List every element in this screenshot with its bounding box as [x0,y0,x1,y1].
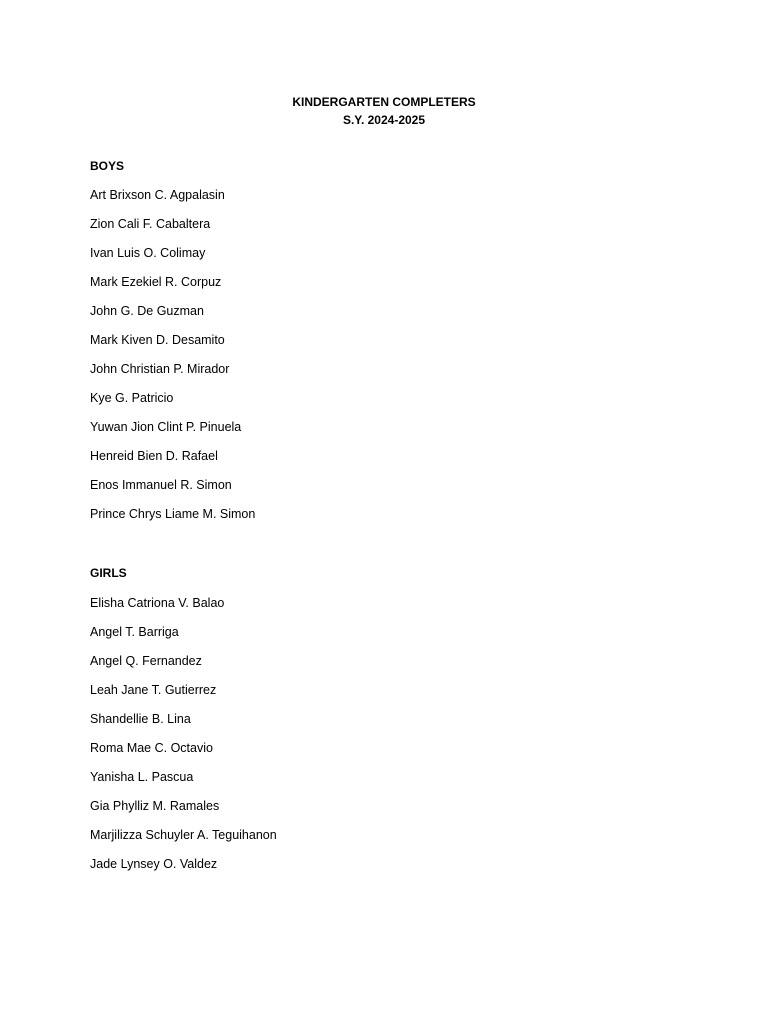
list-item: Prince Chrys Liame M. Simon [90,507,256,521]
list-item: Angel T. Barriga [90,625,179,639]
list-item: Enos Immanuel R. Simon [90,478,232,492]
girls-heading: GIRLS [90,566,127,580]
list-item: Angel Q. Fernandez [90,654,202,668]
list-item: Yanisha L. Pascua [90,770,194,784]
school-year: S.Y. 2024-2025 [342,113,426,127]
list-item: Kye G. Patricio [90,391,174,405]
list-item: Zion Cali F. Cabaltera [90,217,211,231]
list-item: Shandellie B. Lina [90,712,191,726]
girls-list [90,594,277,884]
list-item: Gia Phylliz M. Ramales [90,799,220,813]
list-item: Mark Kiven D. Desamito [90,333,225,347]
list-item: Leah Jane T. Gutierrez [90,683,217,697]
list-item: Yuwan Jion Clint P. Pinuela [90,420,242,434]
list-item: Elisha Catriona V. Balao [90,596,225,610]
list-item: Art Brixson C. Agpalasin [90,188,225,202]
list-item: Roma Mae C. Octavio [90,741,213,755]
list-item: Jade Lynsey O. Valdez [90,857,218,871]
document-title: KINDERGARTEN COMPLETERS [292,95,476,109]
boys-heading: BOYS [90,159,125,173]
list-item: Henreid Bien D. Rafael [90,449,218,463]
list-item: Marjilizza Schuyler A. Teguihanon [90,828,277,842]
list-item: Ivan Luis O. Colimay [90,246,206,260]
list-item: John Christian P. Mirador [90,362,230,376]
list-item: John G. De Guzman [90,304,204,318]
boys-list [90,186,255,534]
list-item: Mark Ezekiel R. Corpuz [90,275,222,289]
